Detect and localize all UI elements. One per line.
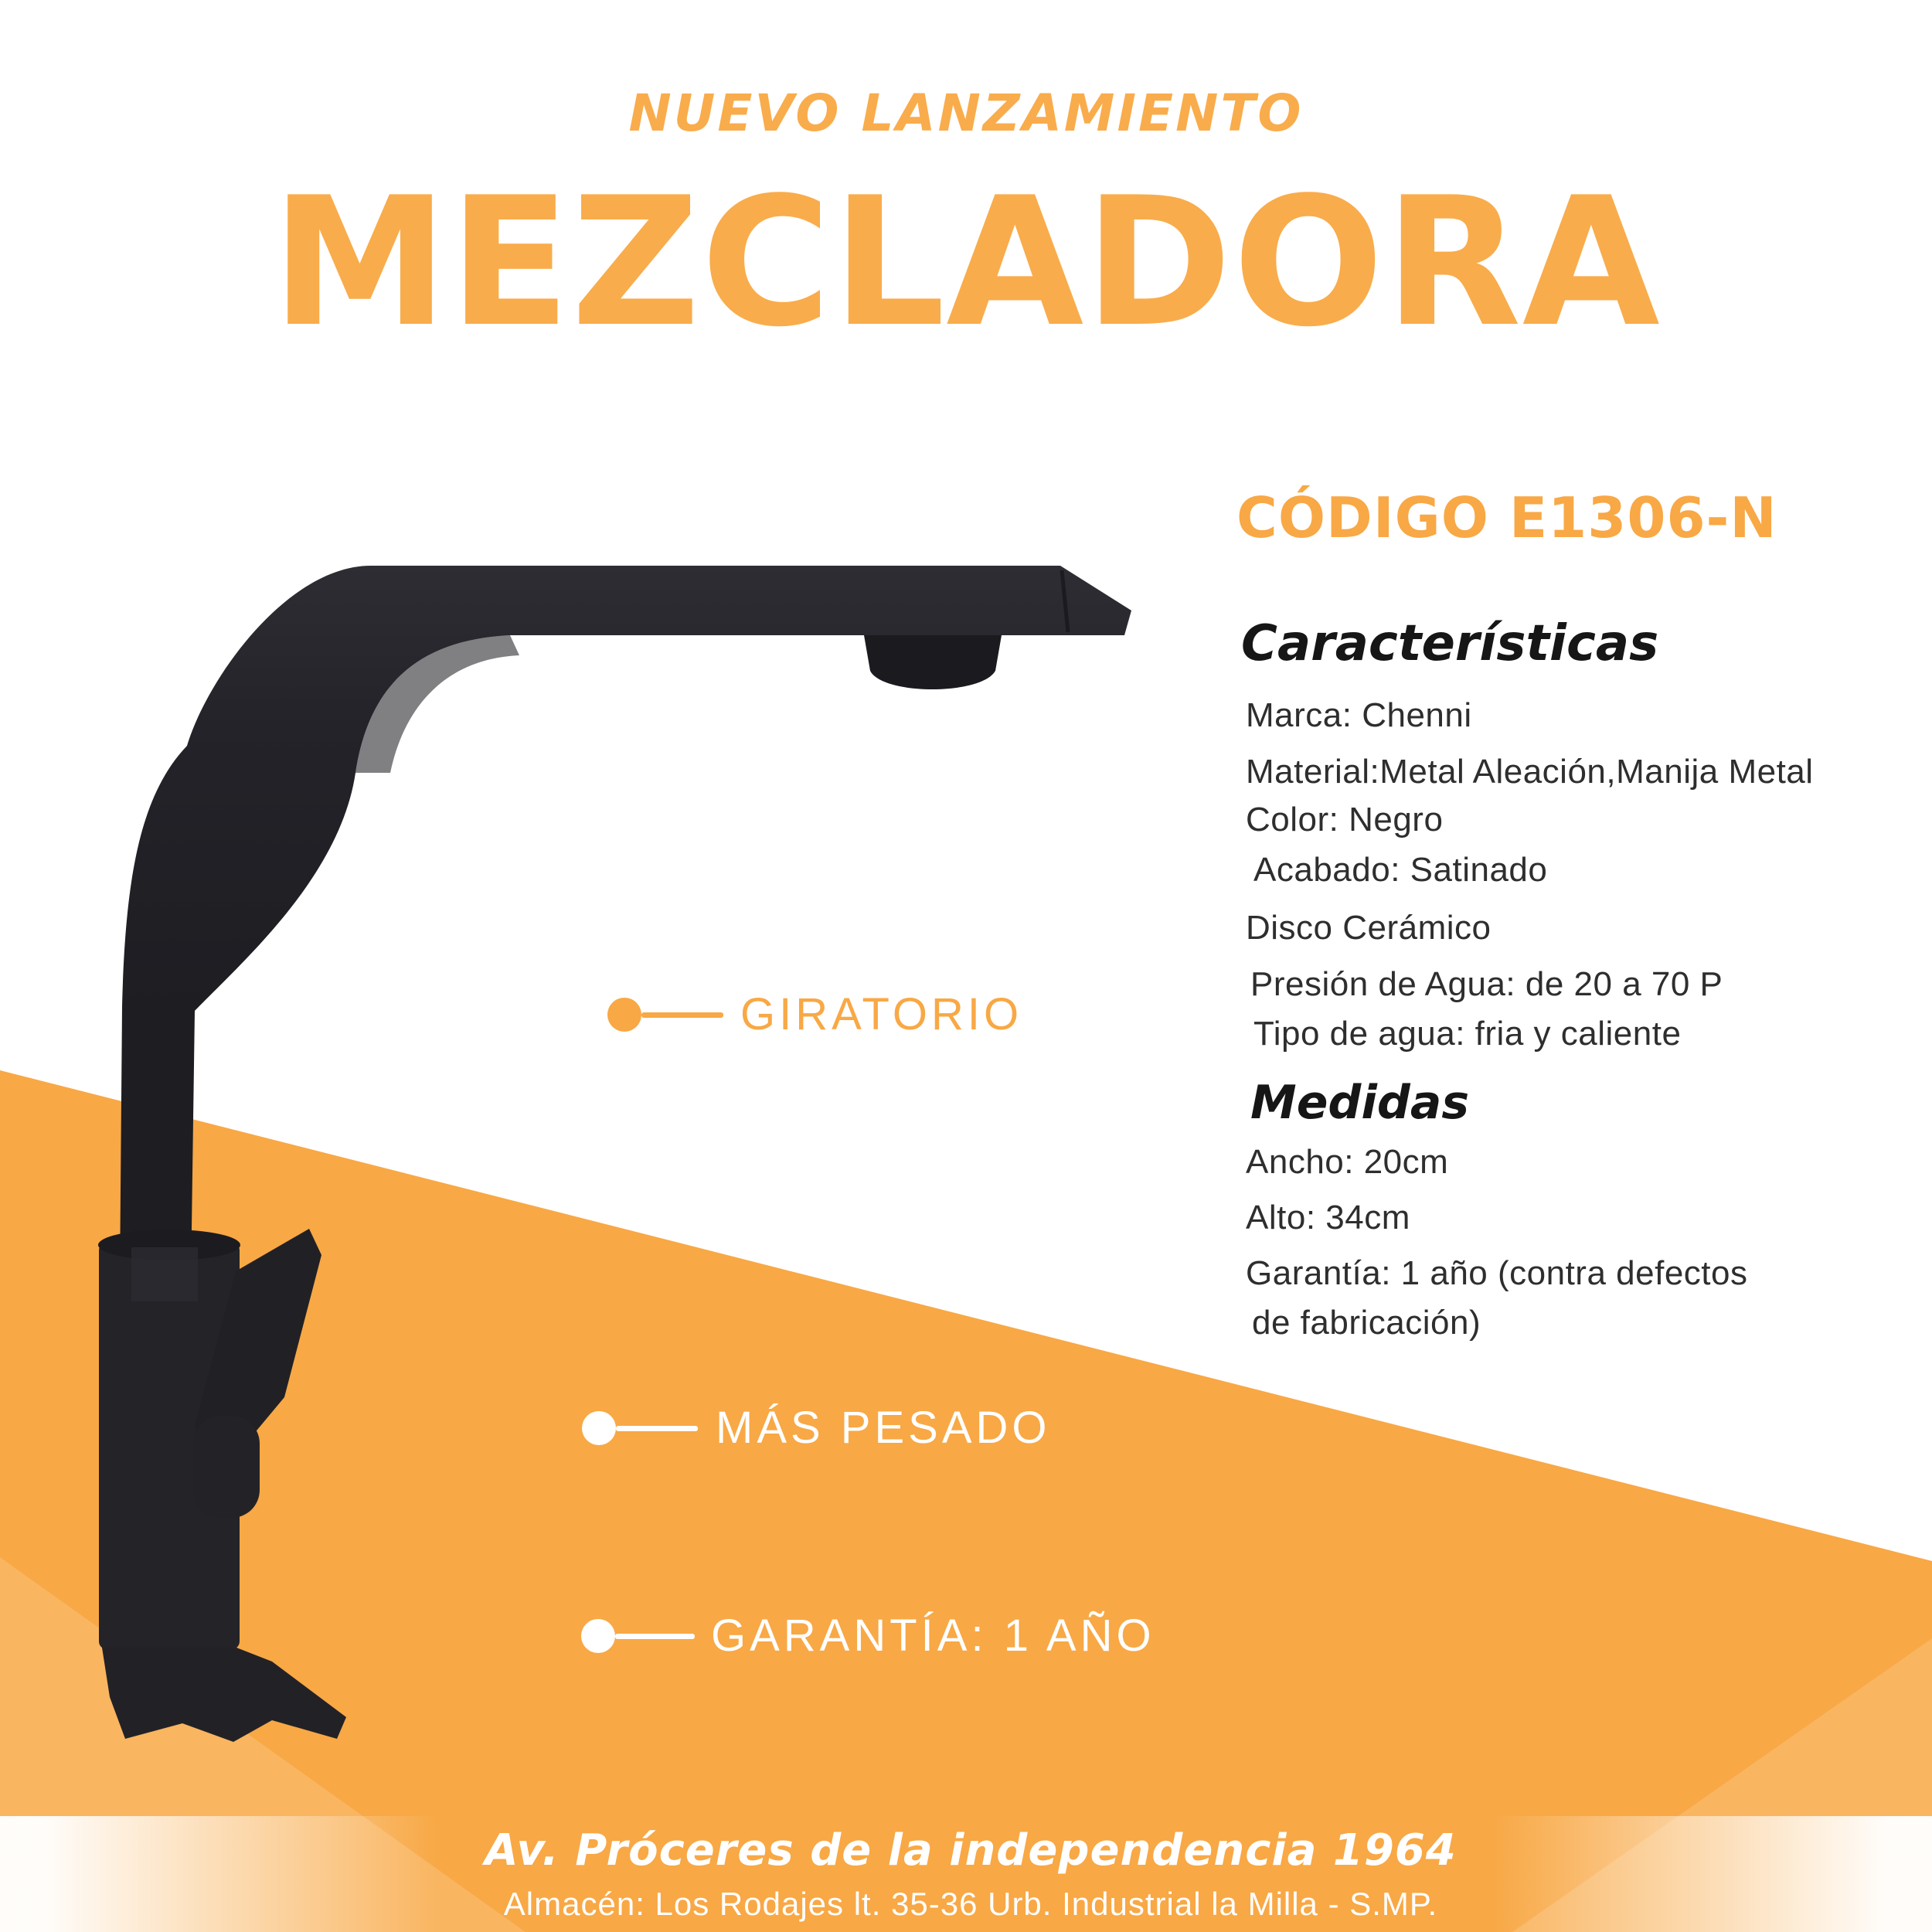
measure-item: Alto: 34cm [1246, 1199, 1410, 1236]
bullet-dot-icon [581, 1619, 615, 1653]
callout-garantia: GARANTÍA: 1 AÑO [711, 1611, 1155, 1661]
measure-item: de fabricación) [1252, 1304, 1481, 1342]
bullet-dot-icon [607, 998, 641, 1032]
callout-mas-pesado: MÁS PESADO [716, 1403, 1051, 1453]
feature-item: Disco Cerámico [1246, 909, 1492, 947]
features-heading: Características [1241, 615, 1659, 672]
feature-item: Material:Metal Aleación,Manija Metal [1246, 753, 1814, 791]
footer-address: Av. Próceres de la independencia 1964 [485, 1825, 1457, 1876]
measures-heading: Medidas [1250, 1076, 1470, 1130]
bullet-dot-icon [582, 1411, 616, 1445]
footer-warehouse: Almacén: Los Rodajes lt. 35-36 Urb. Industrial la Milla - S.MP. [503, 1886, 1438, 1922]
faucet-nozzle [864, 635, 1002, 689]
measure-item: Garantía: 1 año (contra defectos [1246, 1254, 1748, 1292]
feature-item: Presión de Agua: de 20 a 70 P [1250, 965, 1723, 1003]
feature-item: Tipo de agua: fria y caliente [1253, 1015, 1682, 1053]
feature-item: Color: Negro [1246, 801, 1444, 838]
feature-item: Acabado: Satinado [1253, 851, 1548, 889]
connector-line-icon [615, 1634, 695, 1639]
connector-line-icon [641, 1012, 723, 1018]
eyebrow-text: NUEVO LANZAMIENTO [628, 83, 1304, 143]
feature-item: Marca: Chenni [1246, 696, 1472, 734]
callout-giratorio: GIRATORIO [740, 989, 1023, 1039]
faucet-base [102, 1648, 346, 1742]
measure-item: Ancho: 20cm [1246, 1143, 1449, 1181]
features-list [1246, 696, 1926, 1054]
connector-line-icon [616, 1426, 698, 1431]
page-title: MEZCLADORA [271, 160, 1661, 366]
measures-list [1246, 1142, 1926, 1343]
faucet-handle-hub [193, 1416, 260, 1518]
product-code-heading: CÓDIGO E1306-N [1236, 485, 1777, 550]
